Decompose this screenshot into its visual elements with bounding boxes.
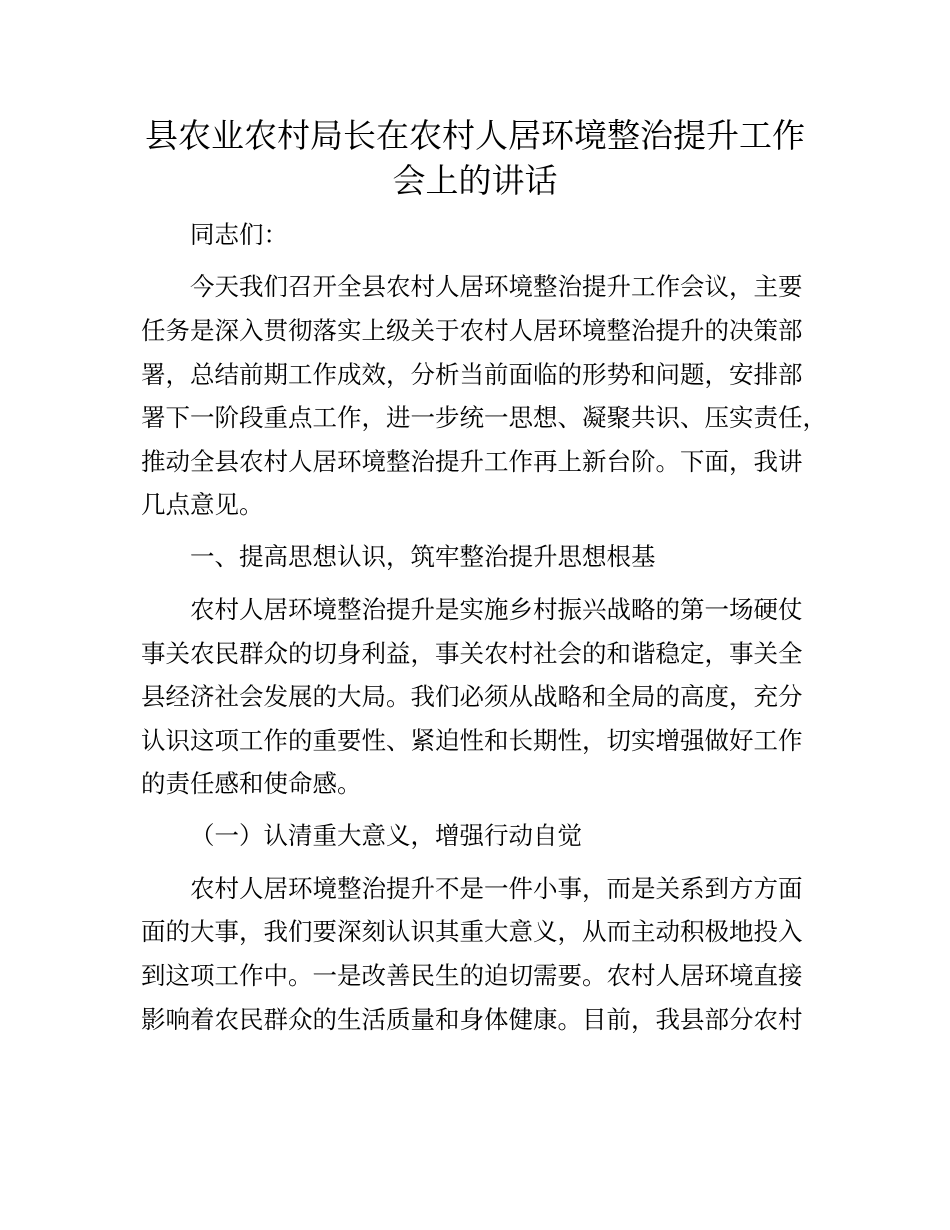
paragraph-3-line: 到这项工作中。一是改善民生的迫切需要。农村人居环境直接 — [141, 961, 803, 990]
section-heading-1: 一、提高思想认识，筑牢整治提升思想根基 — [190, 542, 656, 571]
paragraph-1-line: 几点意见。 — [141, 490, 264, 519]
paragraph-3-line: 面的大事，我们要深刻认识其重大意义，从而主动积极地投入 — [141, 917, 803, 946]
document-title-line-1: 县农业农村局长在农村人居环境整治提升工作 — [145, 116, 805, 155]
paragraph-1-line: 署，总结前期工作成效，分析当前面临的形势和问题，安排部 — [141, 360, 803, 389]
salutation: 同志们： — [190, 220, 288, 249]
paragraph-3-line: 农村人居环境整治提升不是一件小事，而是关系到方方面 — [190, 874, 803, 903]
paragraph-3-line: 影响着农民群众的生活质量和身体健康。目前，我县部分农村 — [141, 1005, 803, 1034]
paragraph-1-line: 署下一阶段重点工作，进一步统一思想、凝聚共识、压实责任， — [141, 403, 827, 432]
paragraph-2-line: 农村人居环境整治提升是实施乡村振兴战略的第一场硬仗 — [190, 595, 803, 624]
subsection-heading-1: （一）认清重大意义，增强行动自觉 — [190, 821, 582, 850]
paragraph-1-line: 任务是深入贯彻落实上级关于农村人居环境整治提升的决策部 — [141, 316, 803, 345]
document-title-line-2: 会上的讲话 — [392, 161, 558, 200]
paragraph-2-line: 事关农民群众的切身利益，事关农村社会的和谐稳定，事关全 — [141, 639, 803, 668]
paragraph-2-line: 的责任感和使命感。 — [141, 769, 362, 798]
paragraph-1-line: 今天我们召开全县农村人居环境整治提升工作会议，主要 — [190, 272, 803, 301]
paragraph-1-line: 推动全县农村人居环境整治提升工作再上新台阶。下面，我讲 — [141, 447, 803, 476]
paragraph-2-line: 县经济社会发展的大局。我们必须从战略和全局的高度，充分 — [141, 682, 803, 711]
paragraph-2-line: 认识这项工作的重要性、紧迫性和长期性，切实增强做好工作 — [141, 726, 803, 755]
